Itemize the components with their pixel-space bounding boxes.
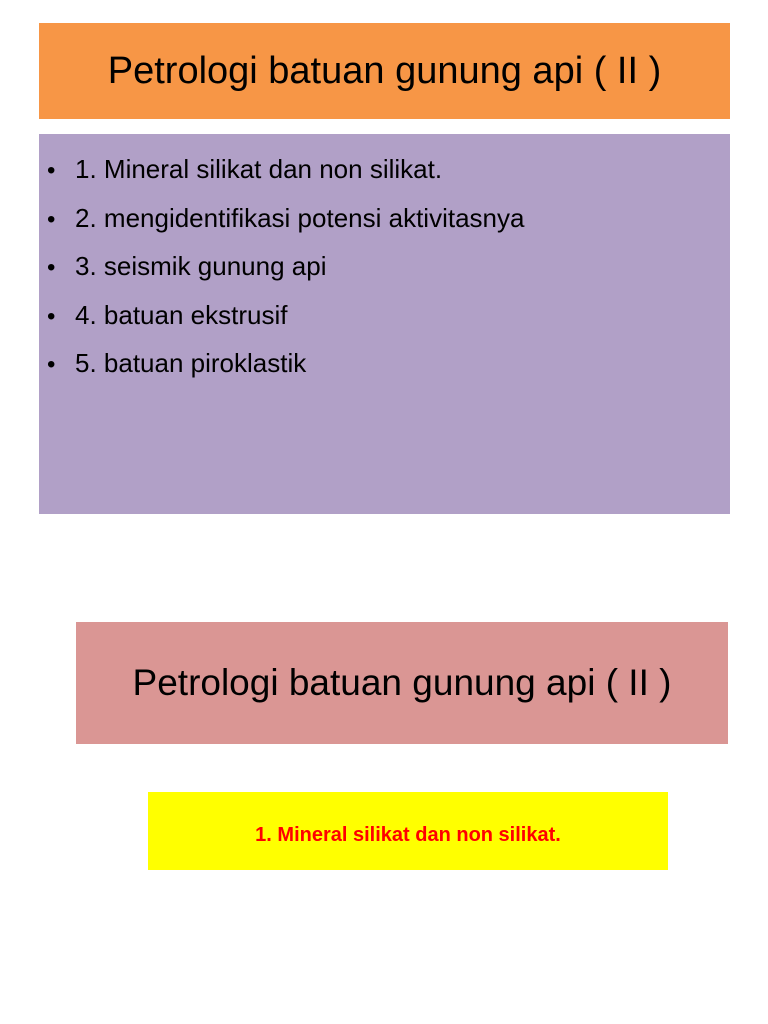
list-item-label: 1. Mineral silikat dan non silikat.	[75, 154, 443, 184]
list-item	[47, 340, 730, 389]
bullet-icon: •	[47, 351, 56, 378]
list-item-label: 4. batuan ekstrusif	[75, 299, 288, 330]
top-title-banner	[39, 23, 730, 119]
list-item	[47, 195, 730, 244]
top-title: Petrologi batuan gunung api ( II )	[107, 49, 662, 92]
highlight-callout	[148, 792, 668, 870]
list-item	[47, 146, 730, 195]
list-item-label: 5. batuan piroklastik	[75, 348, 307, 378]
bullet-icon: •	[47, 205, 56, 233]
list-item-label: 3. seismik gunung api	[75, 251, 327, 281]
topic-list	[47, 146, 730, 389]
bullet-icon: •	[47, 254, 56, 281]
bottom-title-banner	[76, 622, 728, 744]
topic-list-panel	[39, 134, 730, 514]
bullet-icon: •	[47, 302, 56, 330]
list-item-label: 2. mengidentifikasi potensi aktivitasnya	[75, 202, 525, 233]
list-item	[47, 292, 730, 341]
highlight-text: 1. Mineral silikat dan non silikat.	[255, 823, 561, 846]
list-item	[47, 243, 730, 292]
bullet-icon: •	[47, 157, 56, 184]
bottom-title: Petrologi batuan gunung api ( II )	[132, 662, 672, 703]
